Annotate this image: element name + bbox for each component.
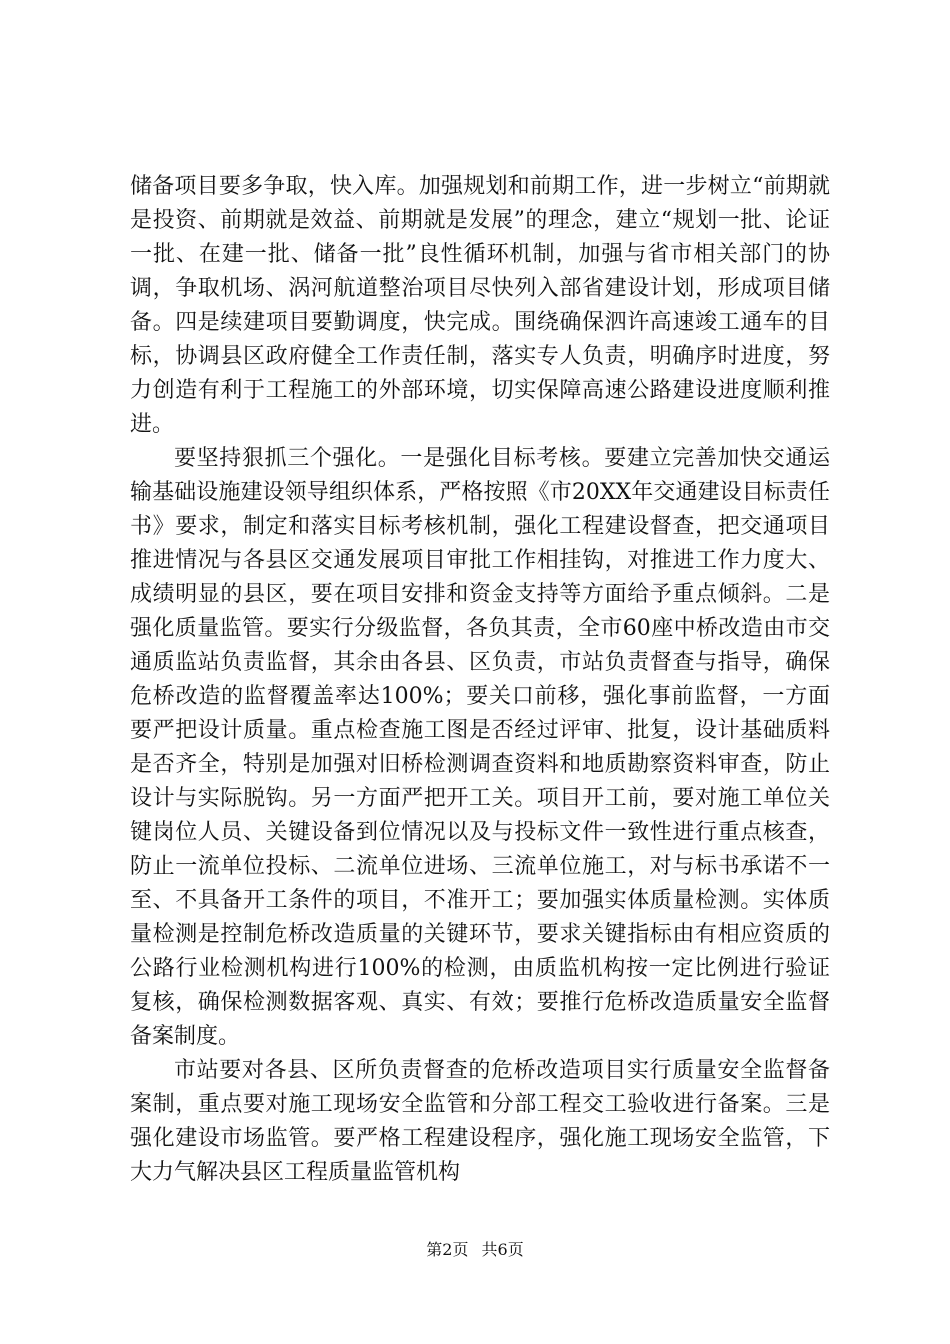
page-footer: 第2页 共6页 [426, 1240, 524, 1259]
paragraph-1: 储备项目要多争取，快入库。加强规划和前期工作，进一步树立“前期就是投资、前期就是效益、前期就是发展”的理念，建立“规划一批、论证一批、在建一批、储备一批”良性循环机制，加强与省市相关部门的协调，争取机场、涡河航道整治项目尽快列入部省建设计划，形成项目储备。四是续建项目要勤调度，快完成。围绕确保泗许高速竣工通车的目标，协调县区政府健全工作责任制，落实专人负责，明确序时进度，努力创造有利于工程施工的外部环境，切实保障高速公路建设进度顺利推进。 [130, 174, 830, 437]
paragraph-2: 要坚持狠抓三个强化。一是强化目标考核。要建立完善加快交通运输基础设施建设领导组织体系，严格按照《市20XX年交通建设目标责任书》要求，制定和落实目标考核机制，强化工程建设督查，把交通项目推进情况与各县区交通发展项目审批工作相挂钩，对推进工作力度大、成绩明显的县区，要在项目安排和资金支持等方面给予重点倾斜。二是强化质量监管。要实行分级监督，各负其责，全市60座中桥改造由市交通质监站负责监督，其余由各县、区负责，市站负责督查与指导，确保危桥改造的监督覆盖率达100%；要关口前移，强化事前监督，一方面要严把设计质量。重点检查施工图是否经过评审、批复，设计基础质料是否齐全，特别是加强对旧桥检测调查资料和地质勘察资料审查，防止设计与实际脱钩。另一方面严把开工关。项目开工前，要对施工单位关键岗位人员、关键设备到位情况以及与投标文件一致性进行重点核查，防止一流单位投标、二流单位进场、三流单位施工，对与标书承诺不一至、不具备开工条件的项目，不准开工；要加强实体质量检测。实体质量检测是控制危桥改造质量的关键环节，要求关键指标由有相应资质的公路行业检测机构进行100%的检测，由质监机构按一定比例进行验证复核，确保检测数据客观、真实、有效；要推行危桥改造质量安全监督备案制度。 [130, 446, 830, 1049]
document-body [130, 170, 830, 1190]
paragraph-3: 市站要对各县、区所负责督查的危桥改造项目实行质量安全监督备案制，重点要对施工现场安全监管和分部工程交工验收进行备案。三是强化建设市场监管。要严格工程建设程序，强化施工现场安全监管，下大力气解决县区工程质量监管机构 [130, 1058, 830, 1185]
